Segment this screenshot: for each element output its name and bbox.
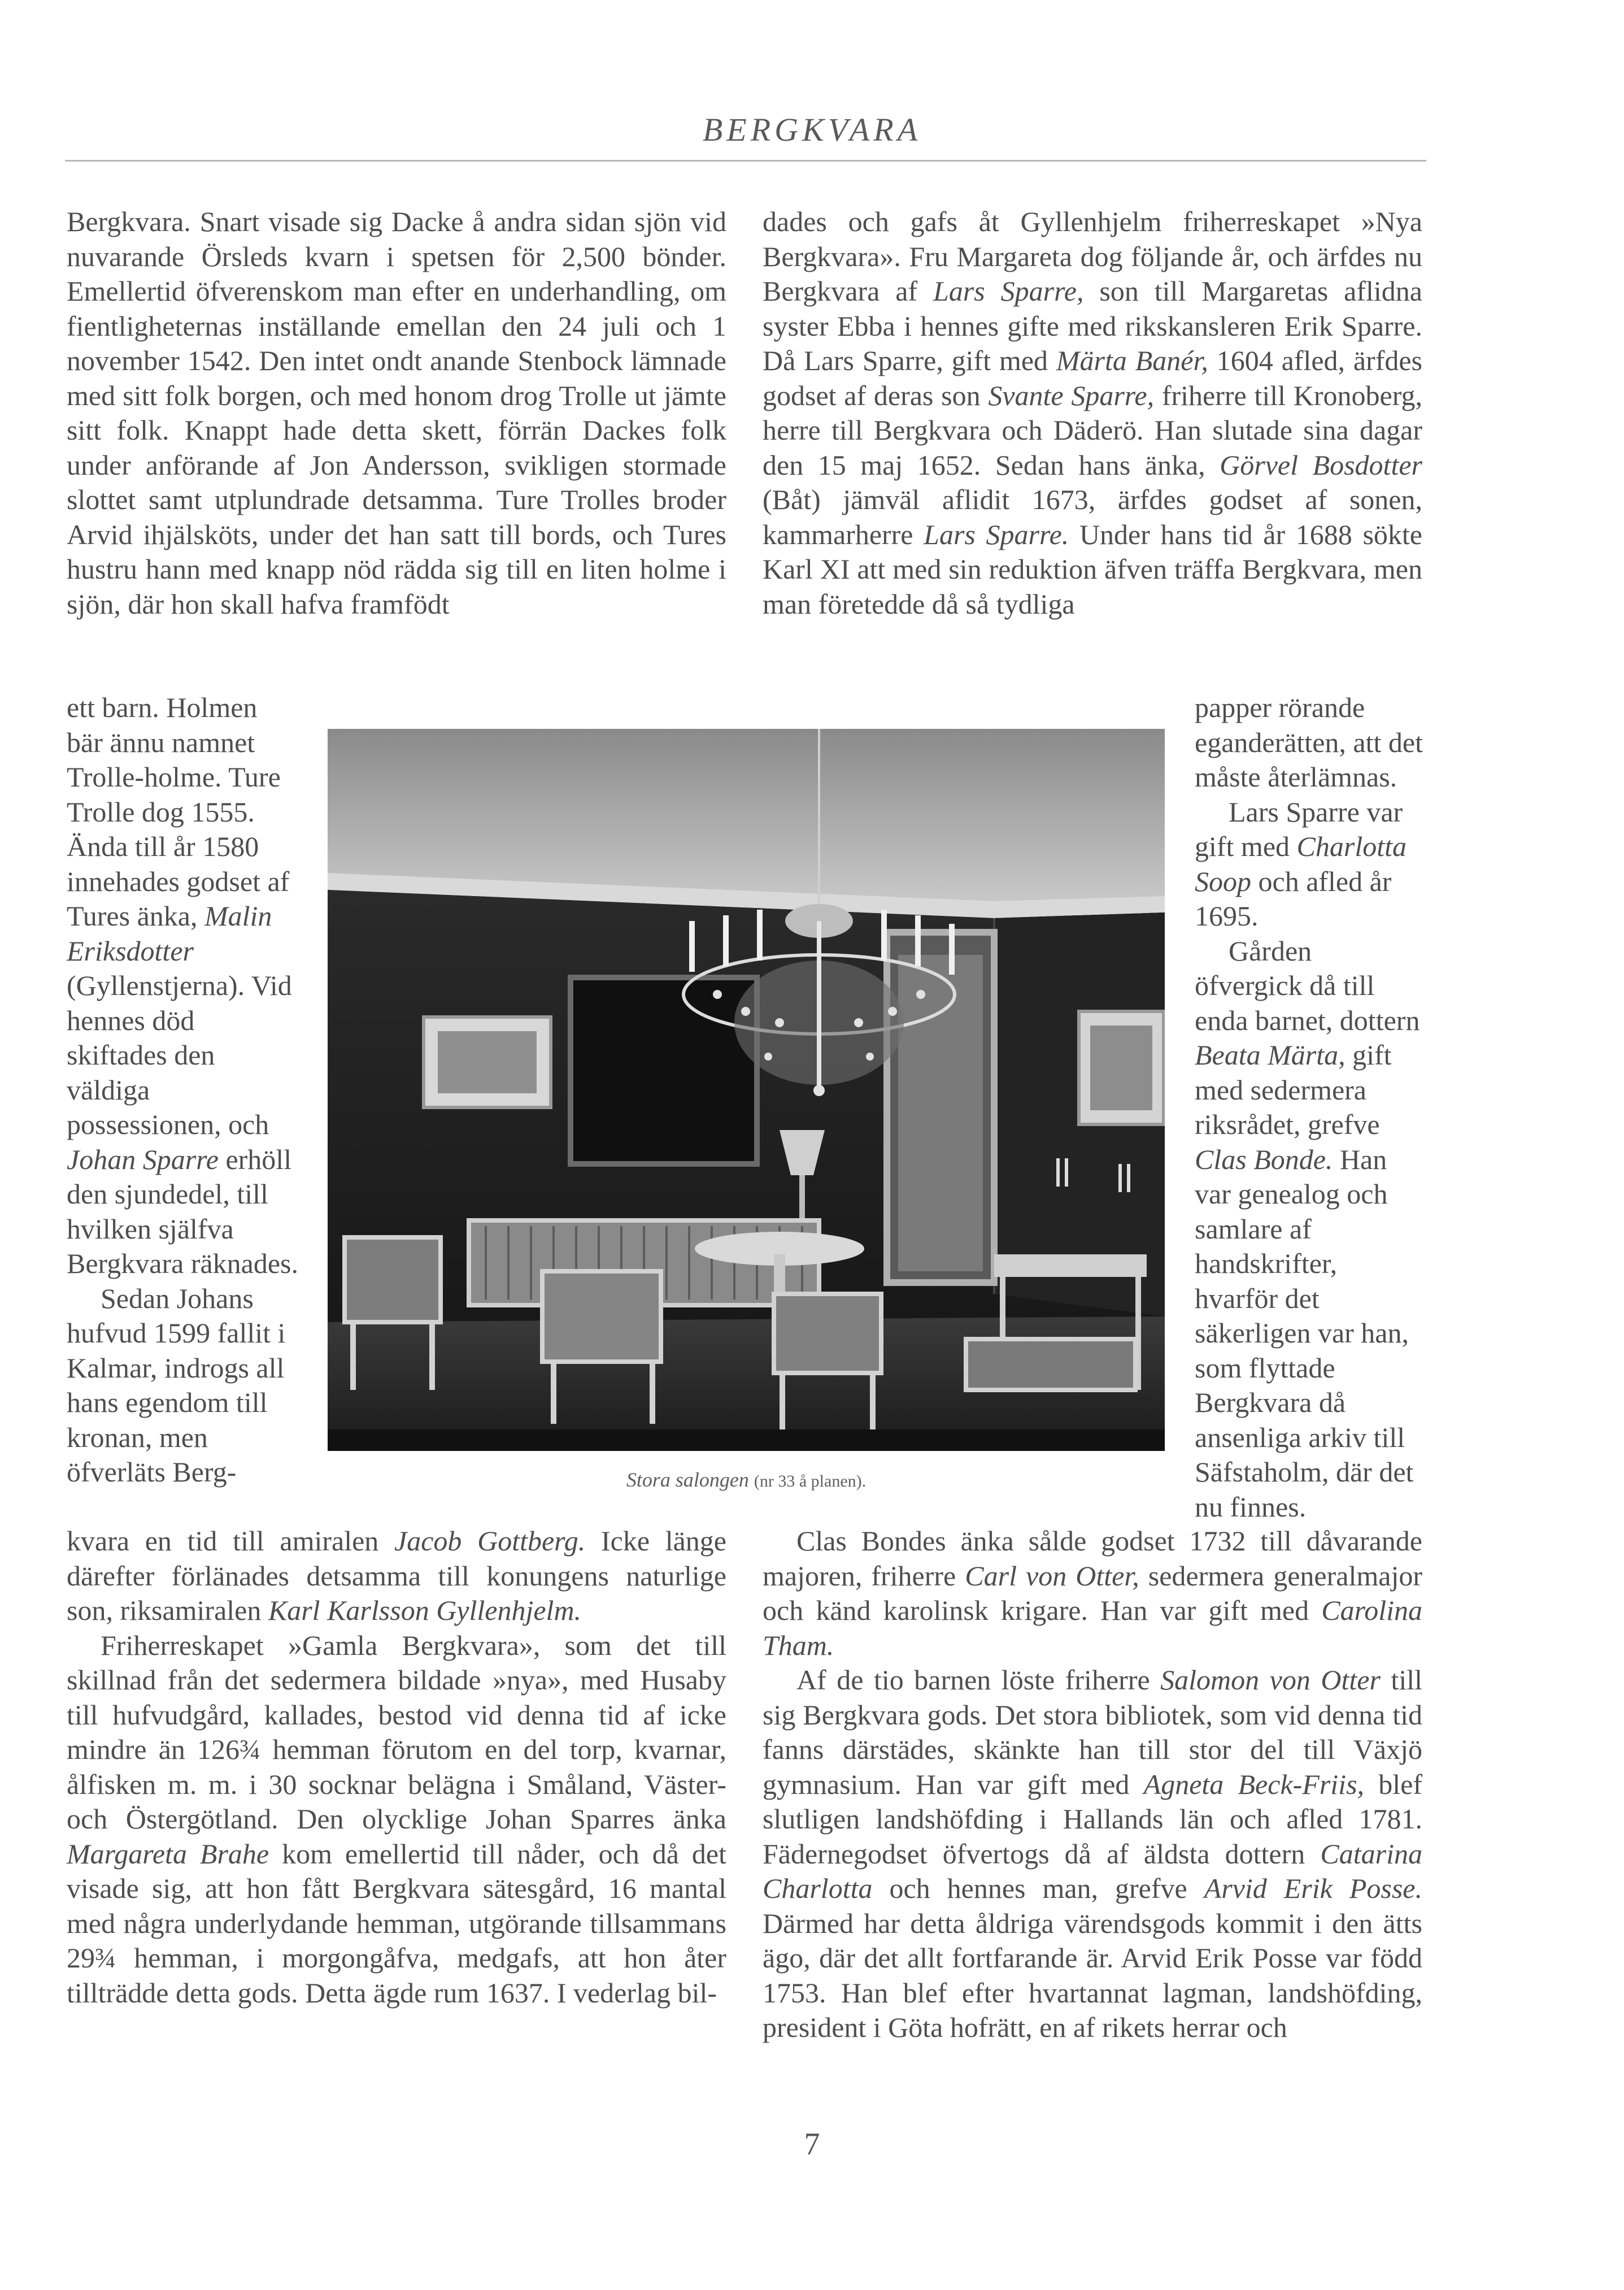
person-name: Clas Bonde. <box>1195 1143 1333 1175</box>
person-name: Salomon von Otter <box>1160 1664 1381 1696</box>
text-run: till sig Bergkvara gods. Det stora bibliotek, som vid denna tid fanns därstädes, skänkte han till stor del till Växjö gymnasium. Han var gift med <box>763 1664 1422 1800</box>
text-run: 1604 afled, ärfdes godset af deras son <box>763 345 1422 411</box>
paragraph <box>67 1628 726 2011</box>
right-column-beside-photo <box>1195 690 1426 1524</box>
person-name: Johan Sparre <box>67 1143 219 1175</box>
text-run: och hennes man, grefve <box>872 1872 1204 1904</box>
person-name: Margareta Brahe <box>67 1837 269 1870</box>
text-run: Han var genealog och samlare af handskrifter, hvarför det säkerligen var han, som flyttade Bergkvara då ansenliga arkiv till Säfstaholm, där det nu finnes. <box>1195 1143 1414 1523</box>
text-run: son till Margaretas aflidna syster Ebba i hennes gifte med rikskansleren Erik Sparre. Då Lars Sparre, gift med <box>763 275 1422 376</box>
person-name: Carolina Tham. <box>763 1594 1422 1661</box>
person-name: Görvel Bosdotter <box>1220 449 1422 481</box>
paragraph <box>763 1524 1422 1663</box>
text-run: Clas Bondes änka sålde godset 1732 till dåvarande majoren, friherre <box>763 1525 1422 1592</box>
photo-caption <box>328 1468 1165 1492</box>
text-run: (Båt) jämväl aflidit 1673, ärfdes godset af sonen, kammarherre <box>763 484 1422 550</box>
paragraph <box>67 1524 726 1628</box>
paragraph: Sedan Johans hufvud 1599 fallit i Kalmar, indrogs all hans egendom till kronan, men öfverläts Berg- <box>67 1282 286 1488</box>
paragraph <box>763 1663 1422 2045</box>
text-run: sedermera generalmajor och känd karolinsk krigare. Han var gift med <box>763 1559 1422 1626</box>
page-number: 7 <box>804 2127 820 2162</box>
person-name: Karl Karlsson Gyllenhjelm. <box>268 1594 582 1626</box>
person-name: Malin Eriksdotter <box>67 900 272 967</box>
text-run: erhöll den sjundedel, till hvilken själfva Bergkvara räknades. <box>67 1143 299 1279</box>
person-name: Arvid Erik Posse. <box>1204 1872 1422 1904</box>
left-column-top <box>67 205 726 622</box>
left-column-beside-photo <box>67 690 298 1490</box>
text-run: friherre till Kronoberg, herre till Bergkvara och Däderö. Han slutade sina dagar den 15 maj 1652. Sedan hans änka, <box>763 379 1422 481</box>
salon-photograph <box>328 729 1165 1451</box>
person-name: Catarina Charlotta <box>763 1837 1422 1904</box>
caption-note: (nr 33 å planen). <box>754 1472 867 1491</box>
left-column-bottom <box>67 1524 726 2010</box>
paragraph <box>67 690 298 1281</box>
text-run: Gården öfvergick då till enda barnet, dottern <box>1195 935 1420 1036</box>
right-column-top <box>763 205 1422 622</box>
person-name: Jacob Gottberg. <box>394 1525 586 1557</box>
person-name: Svante Sparre, <box>988 379 1155 411</box>
text-run: blef slutligen landshöfding i Hallands län och afled 1781. Fädernegodset öfvertogs då af äldsta dottern <box>763 1768 1422 1870</box>
right-column-bottom <box>763 1524 1422 2045</box>
person-name: Agneta Beck-Friis, <box>1143 1768 1365 1800</box>
text-run: gift med sedermera riksrådet, grefve <box>1195 1039 1392 1140</box>
paragraph <box>763 205 1422 622</box>
caption-title: Stora salongen <box>626 1468 749 1491</box>
text-run: Af de tio barnen löste friherre <box>796 1664 1161 1696</box>
text-run: kom emellertid till nåder, och då det visade sig, att hon fått Bergkvara sätesgård, 16 mantal med några underlydande hemman, utgörande tillsammans 29¾ hemman, i morgongåfva, medgafs, att hon åter tillträdde detta gods. Detta ägde rum 1637. I vederlag bil- <box>67 1837 726 2009</box>
text-run: Under hans tid år 1688 sökte Karl XI att med sin reduktion äfven träffa Bergkvara, men man företedde då så tydliga <box>763 518 1422 620</box>
text-run: dades och gafs åt Gyllenhjelm friherreskapet »Nya Bergkvara». Fru Margareta dog följande år, och ärfdes nu Bergkvara af <box>763 206 1422 307</box>
paragraph <box>1195 795 1426 934</box>
person-name: Lars Sparre, <box>933 275 1084 307</box>
paragraph <box>1195 934 1426 1525</box>
person-name: Charlotta Soop <box>1195 831 1407 897</box>
header-rule <box>65 160 1426 162</box>
paragraph: Bergkvara. Snart visade sig Dacke å andra sidan sjön vid nuvarande Örsleds kvarn i spetsen för 2,500 bönder. Emellertid öfverenskom man efter en underhandling, om fientligheternas inställande emellan den 24 juli och 1 november 1542. Den intet ondt anande Stenbock lämnade med sitt folk borgen, och med honom drog Trolle ut jämte sitt folk. Knappt hade detta skett, förrän Dackes folk under anförande af Jon Andersson, svikligen stormade slottet samt utplundrade detsamma. Ture Trolles broder Arvid ihjälsköts, under det han satt till bords, och Tures hustru hann med knapp nöd rädda sig till en liten holme i sjön, där hon skall hafva framfödt <box>67 206 726 620</box>
text-run: och afled år 1695. <box>1195 865 1392 932</box>
person-name: Carl von Otter, <box>965 1559 1139 1592</box>
running-head: BERGKVARA <box>702 111 922 148</box>
text-run: Lars Sparre var gift med <box>1195 796 1403 862</box>
text-run: Friherreskapet »Gamla Bergkvara», som det till skillnad från det sedermera bildade »nya», med Husaby till hufvudgård, kallades, bestod vid denna tid af icke mindre än 126¾ hemman förutom en del torp, kvarnar, ålfisken m. m. i 30 socknar belägna i Småland, Väster- och Östergötland. Den olycklige Johan Sparres änka <box>67 1629 726 1835</box>
text-run: kvara en tid till amiralen <box>67 1525 394 1557</box>
salon-photograph-drawing <box>328 729 1165 1451</box>
person-name: Märta Banér, <box>1056 345 1208 376</box>
text-run: Icke länge därefter förlänades detsamma till konungens naturlige son, riksamiralen <box>67 1525 726 1626</box>
person-name: Lars Sparre. <box>924 518 1069 550</box>
text-run: (Gyllenstjerna). Vid hennes död skiftades den väldiga possessionen, och <box>67 970 292 1140</box>
paragraph: papper rörande eganderätten, att det måste återlämnas. <box>1195 692 1423 793</box>
text-run: Därmed har detta åldriga värendsgods kommit i den ätts ägo, där det allt fortfarande är. Arvid Erik Posse var född 1753. Han blef efter hvartannat lagman, landshöfding, president i Göta hofrätt, en af rikets herrar och <box>763 1907 1422 2043</box>
person-name: Beata Märta, <box>1195 1039 1346 1071</box>
text-run: ett barn. Holmen bär ännu namnet Trolle-holme. Ture Trolle dog 1555. Ända till år 1580 innehades godset af Tures änka, <box>67 692 290 932</box>
